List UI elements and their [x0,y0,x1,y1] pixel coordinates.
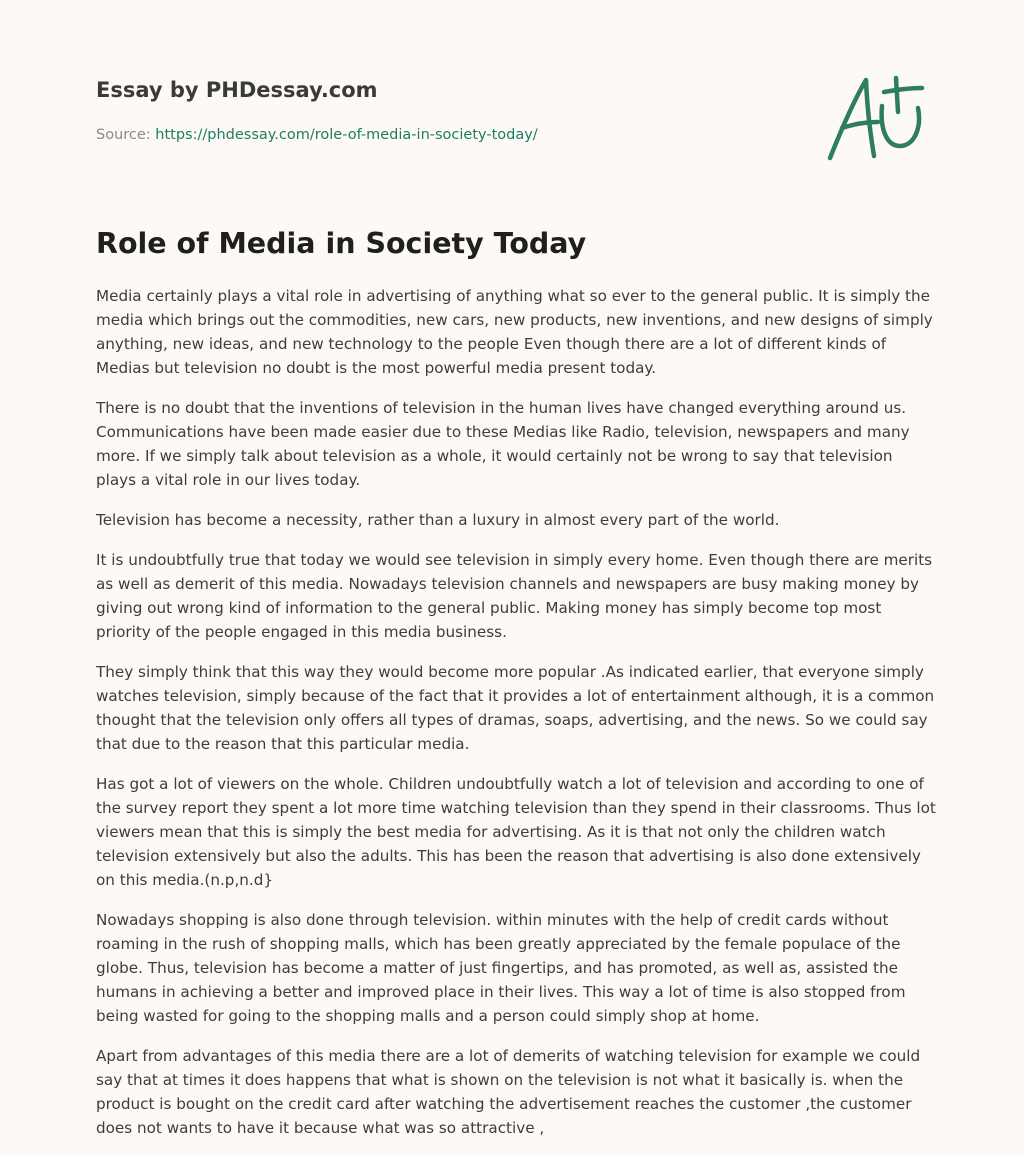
essay-paragraph: Nowadays shopping is also done through television. within minutes with the help of credit cards without roaming in the rush of shopping malls, which has been greatly appreciated by the female populace of the globe. Thus, television has become a matter of just fingertips, and has promoted, as well as, assisted the humans in achieving a better and improved place in their lives. This way a lot of time is also stopped from being wasted for going to the shopping malls and a person could simply shop at home. [96,911,906,1025]
essay-paragraph: It is undoubtfully true that today we would see television in simply every home. Even though there are merits as well as demerit of this media. Nowadays television channels and newspapers are busy making money by giving out wrong kind of information to the general public. Making money has simply become top most priority of the people engaged in this media business. [96,551,933,641]
source-label: Source: [96,127,156,143]
essay-paragraph: Media certainly plays a vital role in advertising of anything what so ever to the general public. It is simply the media which brings out the commodities, new cars, new products, new inventions, and new designs of simply anything, new ideas, and new technology to the people Even though there are a lot of different kinds of Medias but television no doubt is the most powerful media present today. [96,287,933,377]
essay-paragraph: Apart from advantages of this media there are a lot of demerits of watching television for example we could say that at times it does happens that what is shown on the television is not what it basically is. when the product is bought on the credit card after watching the advertisement reaches the customer ,the customer does not wants to have it because what was so attractive , [96,1047,921,1137]
source-link[interactable]: https://phdessay.com/role-of-media-in-society-today/ [155,127,538,143]
essay-header [96,76,696,145]
source-line [96,125,696,145]
a-plus-logo-icon [818,66,930,166]
essay-paragraph: Television has become a necessity, rather than a luxury in almost every part of the world. [96,511,780,529]
essay-title: Role of Media in Society Today [96,227,587,260]
essay-paragraph: They simply think that this way they would become more popular .As indicated earlier, that everyone simply watches television, simply because of the fact that it provides a lot of entertainment although, it is a common thought that the television only offers all types of dramas, soaps, advertising, and the news. So we could say that due to the reason that this particular media. [96,663,935,753]
essay-paragraph: Has got a lot of viewers on the whole. Children undoubtfully watch a lot of television and according to one of the survey report they spent a lot more time watching television than they spend in their classrooms. Thus lot viewers mean that this is simply the best media for advertising. As it is that not only the children watch television extensively but also the adults. This has been the reason that advertising is also done extensively on this media.(n.p,n.d} [96,775,936,889]
brand-title: Essay by PHDessay.com [96,78,378,102]
essay-body [96,284,936,1156]
essay-paragraph: There is no doubt that the inventions of television in the human lives have changed everything around us. Communications have been made easier due to these Medias like Radio, television, newspapers and many more. If we simply talk about television as a whole, it would certainly not be wrong to say that television plays a vital role in our lives today. [96,399,910,489]
